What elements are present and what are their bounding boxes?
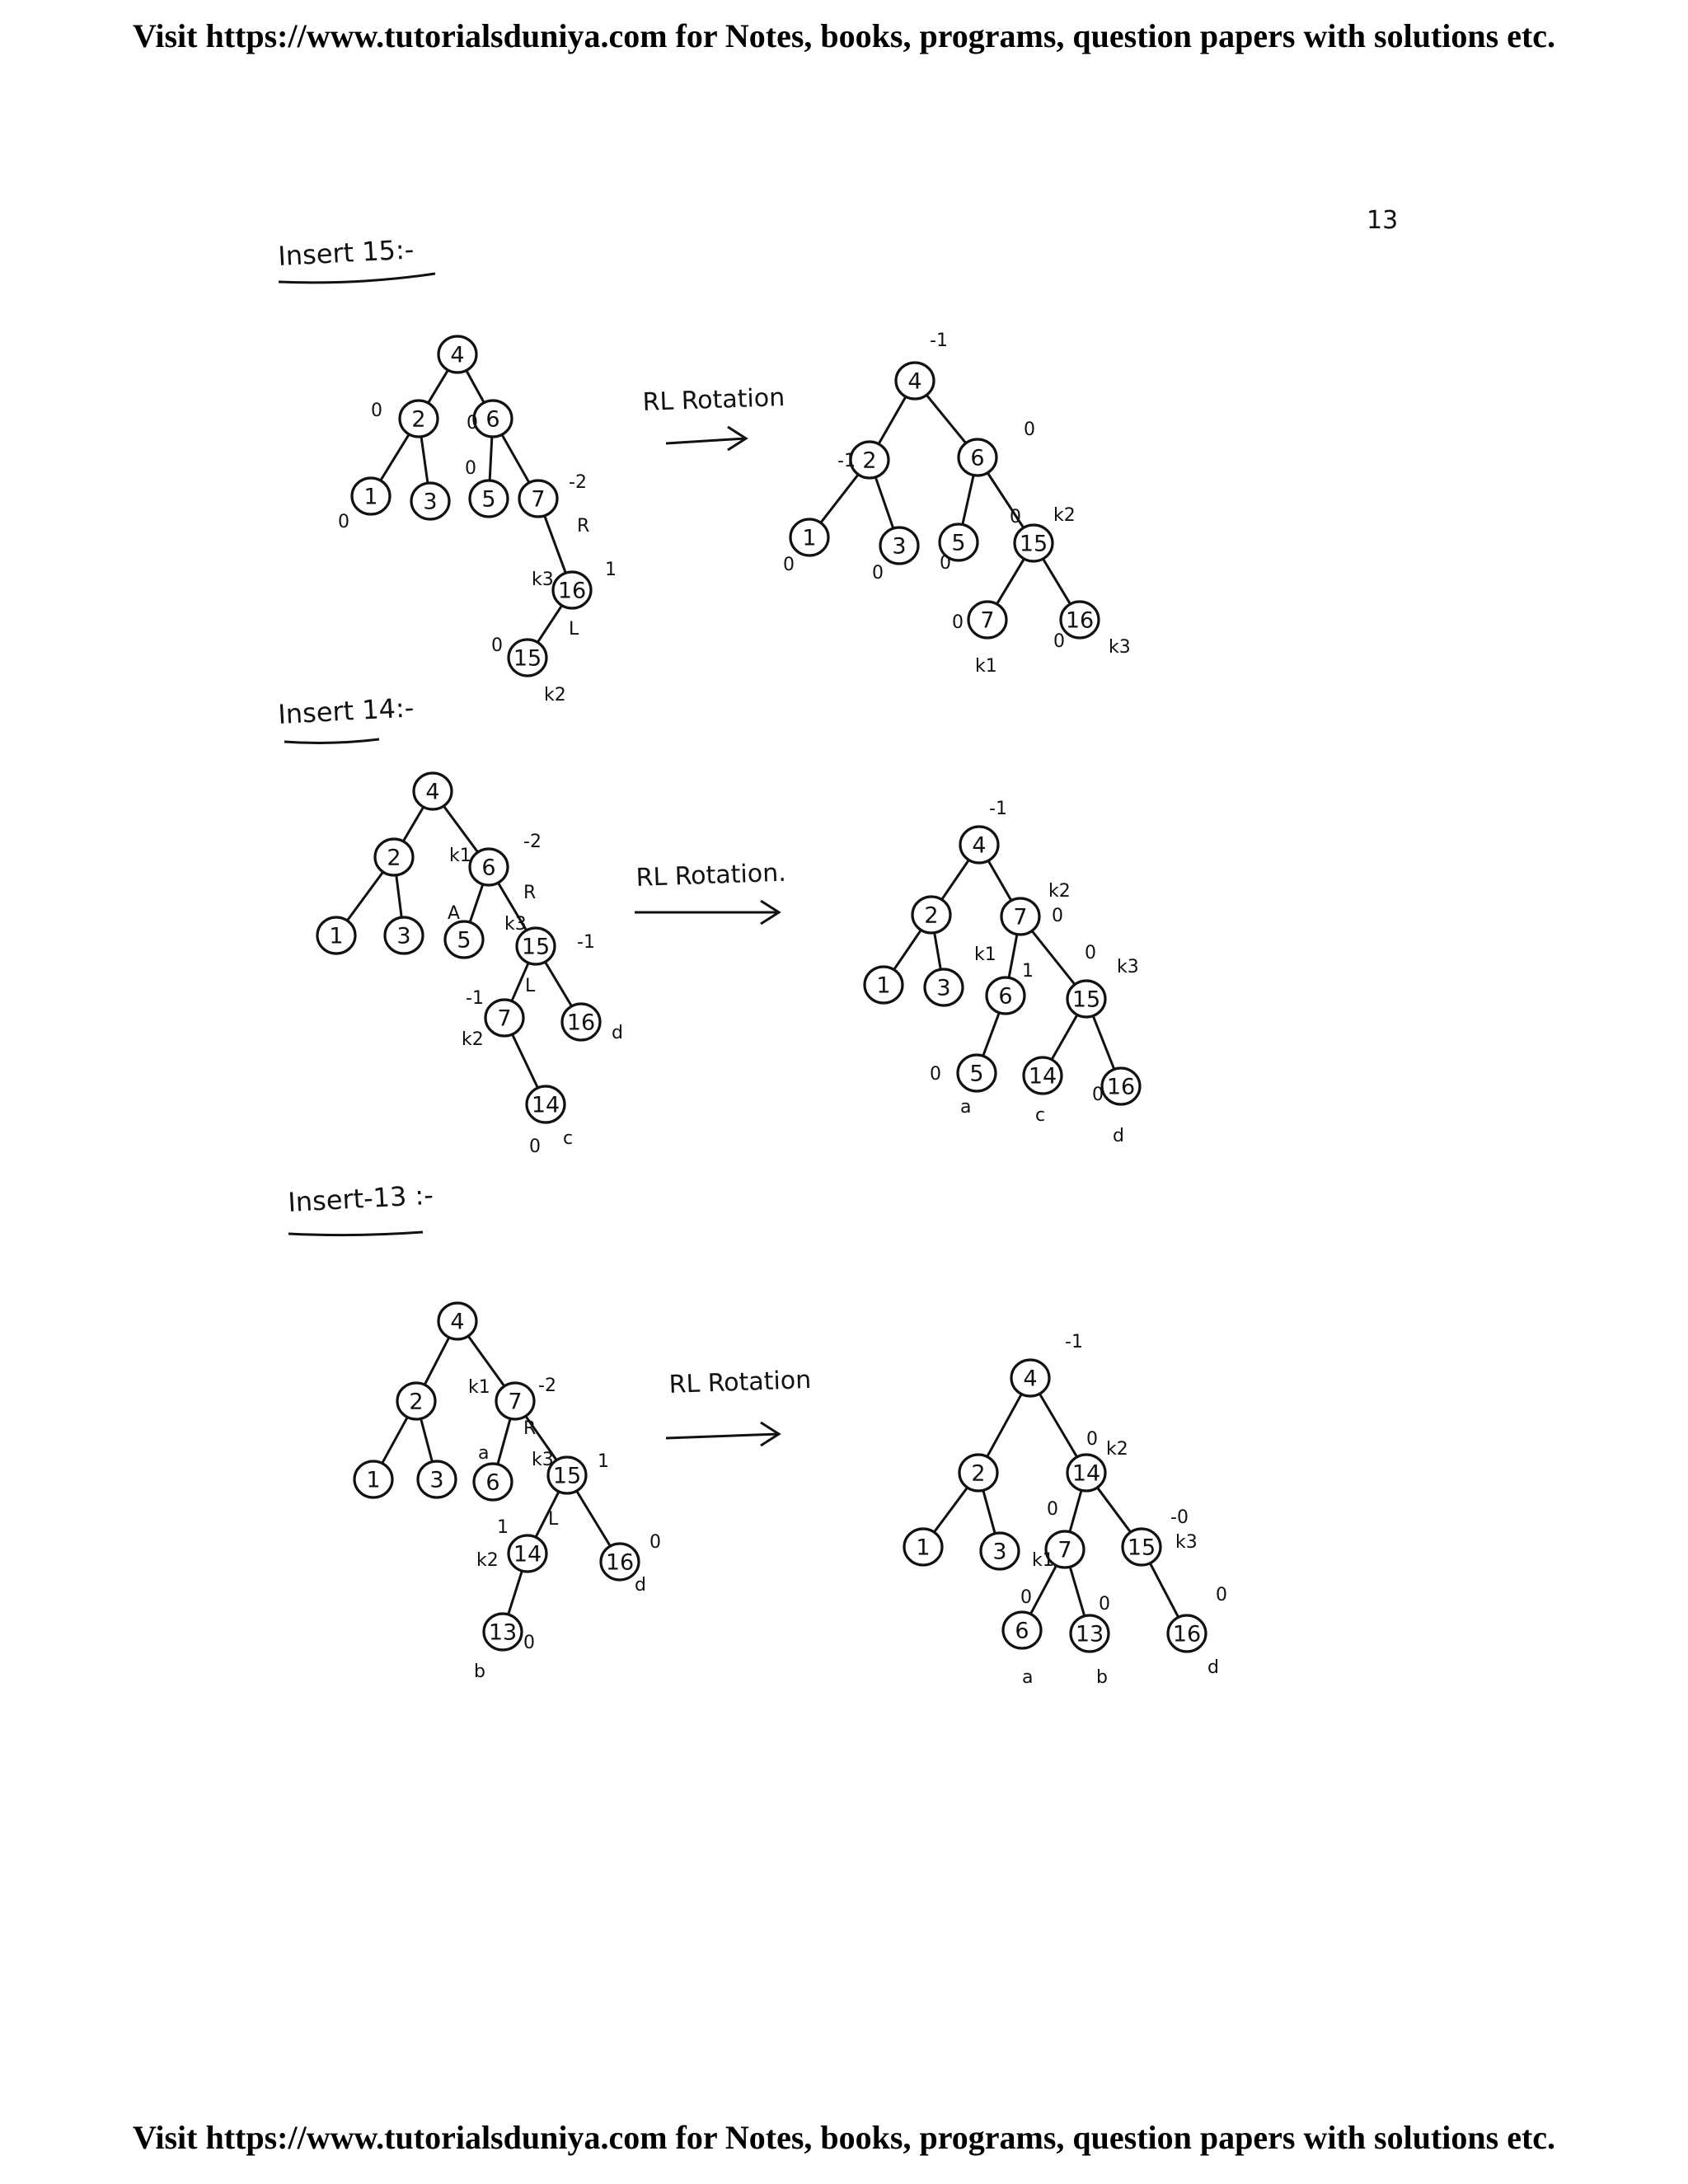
node-annotation: k1 [468, 1377, 490, 1398]
node-key: 5 [481, 486, 496, 513]
tree-edge [963, 476, 973, 523]
node-annotation: 0 [1086, 1429, 1098, 1450]
tree-edge [935, 934, 940, 969]
node-key: 1 [876, 972, 891, 999]
heading-underline [279, 274, 435, 283]
node-key: 1 [802, 525, 817, 551]
node-key: 14 [1071, 1460, 1101, 1487]
node-annotation: 0 [1020, 1587, 1032, 1608]
node-key: 14 [531, 1092, 560, 1118]
tree-edge [513, 1035, 537, 1087]
tree-edge [1043, 560, 1070, 604]
heading-underline [288, 1232, 423, 1235]
node-key: 4 [907, 368, 922, 395]
node-annotation: L [548, 1509, 559, 1530]
node-annotation: 0 [783, 555, 795, 575]
node-annotation: 0 [1099, 1594, 1110, 1615]
tree-node [1001, 898, 1039, 935]
tree-edge [382, 1418, 407, 1463]
tree-node [375, 839, 413, 875]
tree-node [851, 442, 889, 478]
tree-node [438, 1303, 476, 1339]
node-annotation: 1 [1022, 961, 1034, 982]
tree-after [904, 1332, 1227, 1688]
tree-node [411, 483, 449, 519]
node-key: 6 [970, 445, 985, 471]
tree-before [354, 1303, 661, 1682]
tree-node [553, 572, 591, 608]
node-annotation: -1 [930, 330, 948, 351]
node-annotation: a [1022, 1667, 1034, 1688]
rotation-label: RL Rotation [668, 1365, 812, 1399]
tree-edge [421, 1419, 432, 1461]
tree-node [562, 1004, 600, 1040]
tree-node [958, 1055, 996, 1091]
node-annotation: 0 [465, 458, 476, 479]
node-annotation: 0 [1024, 419, 1035, 440]
insert-section-1 [277, 233, 1130, 705]
node-key: 4 [1023, 1366, 1038, 1392]
rotation-label: RL Rotation. [635, 858, 787, 893]
tree-node [904, 1529, 942, 1565]
node-annotation: 0 [930, 1064, 941, 1085]
banner-top: Visit https://www.tutorialsduniya.com for Notes, books, programs, question papers with solutions etc. [132, 17, 1556, 54]
insert-section-2 [277, 691, 1140, 1157]
node-key: 5 [969, 1061, 984, 1087]
tree-node [474, 401, 512, 437]
section-heading: Insert 14:- [277, 691, 415, 730]
tree-edge [1070, 1491, 1081, 1531]
node-annotation: 0 [1092, 1085, 1104, 1105]
node-annotation: d [612, 1023, 623, 1043]
tree-node [1067, 1455, 1105, 1491]
heading-underline [284, 739, 379, 743]
node-annotation: 0 [523, 1633, 535, 1653]
node-annotation: 1 [605, 560, 617, 580]
insert-section-3 [287, 1179, 1227, 1688]
tree-edge [1151, 1563, 1179, 1616]
node-annotation: k1 [1032, 1550, 1054, 1571]
tree-edge [1052, 1015, 1076, 1059]
tree-node [968, 602, 1006, 638]
tree-node [470, 480, 508, 517]
node-annotation: 0 [1052, 906, 1063, 926]
node-annotation: -1 [989, 799, 1007, 819]
node-annotation: b [1096, 1667, 1108, 1688]
node-annotation: k1 [449, 846, 471, 866]
transform-arrow [666, 438, 746, 443]
tree-node [438, 336, 476, 373]
tree-node [485, 1000, 523, 1036]
tree-edge [498, 1419, 510, 1464]
tree-node [1015, 525, 1053, 561]
tree-after [865, 799, 1140, 1146]
transform-arrow [666, 1434, 779, 1438]
node-annotation: -2 [569, 472, 587, 493]
node-annotation: R [523, 1418, 537, 1439]
tree-before [317, 773, 623, 1157]
node-key: 13 [488, 1619, 518, 1646]
node-annotation: a [960, 1097, 972, 1118]
tree-node [1061, 602, 1099, 638]
node-annotation: k2 [544, 685, 566, 705]
tree-edge [821, 475, 858, 523]
rotation-label: RL Rotation [642, 382, 785, 417]
tree-edge [502, 435, 528, 482]
node-annotation: d [635, 1575, 646, 1596]
node-key: 5 [457, 927, 471, 954]
tree-node [960, 827, 998, 863]
node-key: 2 [411, 406, 426, 433]
node-annotation: 0 [1047, 1499, 1058, 1520]
tree-node [1168, 1615, 1206, 1652]
tree-edge [983, 1014, 999, 1056]
node-annotation: 0 [338, 512, 349, 532]
node-key: 2 [387, 845, 401, 871]
node-key: 6 [485, 1469, 500, 1496]
node-key: 7 [531, 486, 546, 513]
tree-node [865, 967, 903, 1003]
tree-edge [987, 1394, 1021, 1456]
node-annotation: k3 [1109, 637, 1131, 658]
node-key: 2 [862, 448, 877, 474]
node-annotation: 0 [1216, 1585, 1227, 1605]
tree-node [959, 439, 996, 476]
tree-node [912, 897, 950, 933]
node-annotation: d [1113, 1126, 1124, 1146]
tree-node [1024, 1057, 1062, 1094]
tree-node [987, 977, 1025, 1014]
tree-node [925, 969, 963, 1005]
node-annotation: 0 [1085, 943, 1096, 963]
node-key: 13 [1075, 1621, 1104, 1647]
node-annotation: -2 [523, 832, 542, 852]
node-annotation: -1 [1065, 1332, 1083, 1352]
node-key: 2 [971, 1460, 986, 1487]
node-key: 14 [513, 1541, 542, 1568]
tree-node [354, 1461, 392, 1497]
tree-edge [942, 860, 968, 899]
tree-node [981, 1533, 1019, 1569]
tree-node [418, 1461, 456, 1497]
node-annotation: k2 [1048, 881, 1071, 902]
tree-node [509, 1535, 546, 1572]
tree-after [783, 330, 1131, 677]
tree-node [1011, 1360, 1049, 1396]
section-heading: Insert-13 :- [287, 1179, 434, 1218]
tree-node [317, 917, 355, 954]
tree-node [385, 917, 423, 954]
tree-edge [546, 963, 571, 1006]
tree-edge [1098, 1488, 1131, 1531]
node-key: 7 [497, 1005, 512, 1032]
node-annotation: 1 [598, 1451, 609, 1472]
tree-edge [894, 930, 921, 969]
node-key: 3 [396, 923, 411, 949]
node-key: 7 [1057, 1537, 1072, 1563]
node-key: 16 [605, 1549, 635, 1576]
node-annotation: L [525, 976, 536, 996]
tree-node [519, 480, 557, 517]
node-key: 1 [329, 923, 344, 949]
tree-edge [509, 1572, 522, 1614]
node-annotation: b [474, 1661, 485, 1682]
page-number: 13 [1367, 206, 1399, 235]
section-heading: Insert 15:- [277, 233, 415, 272]
tree-edge [876, 478, 893, 528]
node-key: 7 [1013, 904, 1028, 930]
node-annotation: 1 [497, 1517, 509, 1538]
node-annotation: k2 [1053, 505, 1076, 526]
node-key: 1 [363, 484, 378, 510]
node-annotation: -1 [466, 988, 484, 1009]
tree-edge [1032, 931, 1074, 984]
tree-edge [425, 1338, 449, 1384]
tree-node [400, 401, 438, 437]
tree-edge [404, 808, 424, 841]
node-annotation: k3 [1175, 1532, 1198, 1553]
banner-bottom: Visit https://www.tutorialsduniya.com for Notes, books, programs, question papers with solutions etc. [132, 2119, 1556, 2156]
node-key: 4 [450, 342, 465, 368]
tree-edge [879, 397, 905, 443]
tree-node [1003, 1612, 1041, 1648]
node-annotation: 0 [529, 1137, 541, 1157]
node-key: 16 [566, 1010, 596, 1036]
node-key: 16 [557, 578, 587, 604]
tree-node [527, 1086, 565, 1122]
tree-edge [1040, 1394, 1077, 1456]
node-key: 16 [1172, 1621, 1202, 1647]
node-annotation: 0 [872, 563, 884, 583]
node-annotation: A [448, 903, 461, 924]
tree-node [1071, 1615, 1109, 1652]
tree-edge [396, 876, 401, 916]
tree-edge [927, 396, 966, 443]
node-key: 3 [936, 975, 951, 1001]
tree-node [414, 773, 452, 809]
tree-edge [577, 1492, 610, 1546]
node-annotation: k1 [975, 656, 997, 677]
tree-node [352, 478, 390, 514]
tree-edge [997, 560, 1024, 604]
node-key: 6 [481, 855, 496, 881]
node-annotation: L [569, 619, 579, 640]
tree-before [338, 336, 617, 705]
tree-edge [983, 1491, 995, 1533]
node-key: 6 [485, 406, 500, 433]
node-key: 15 [513, 645, 542, 672]
tree-node [397, 1383, 435, 1419]
node-annotation: R [577, 516, 590, 537]
tree-edge [1009, 935, 1017, 977]
node-key: 15 [1071, 987, 1101, 1013]
node-key: 3 [892, 533, 907, 560]
node-key: 4 [450, 1309, 465, 1335]
node-annotation: 0 [371, 401, 382, 421]
node-annotation: 0 [952, 612, 964, 633]
node-key: 2 [924, 902, 939, 929]
node-annotation: 0 [1010, 507, 1021, 527]
tree-node [496, 1383, 534, 1419]
tree-edge [470, 885, 482, 921]
tree-node [484, 1614, 522, 1650]
node-annotation: 0 [940, 553, 951, 574]
node-annotation: k2 [462, 1029, 484, 1050]
node-annotation: 0 [1053, 631, 1065, 652]
tree-edge [490, 438, 492, 480]
node-key: 2 [409, 1389, 424, 1415]
tree-node [959, 1455, 997, 1491]
node-key: 7 [980, 607, 995, 634]
tree-edge [467, 371, 484, 402]
node-annotation: -0 [1170, 1507, 1189, 1528]
tree-edge [1070, 1568, 1084, 1615]
node-annotation: k3 [532, 1450, 554, 1470]
tree-node [1102, 1068, 1140, 1104]
node-annotation: k3 [532, 569, 554, 590]
tree-edge [348, 873, 383, 921]
node-key: 15 [1019, 531, 1048, 557]
node-key: 4 [972, 832, 987, 859]
tree-node [1123, 1529, 1160, 1565]
tree-edge [935, 1488, 968, 1531]
node-key: 16 [1065, 607, 1095, 634]
tree-node [896, 363, 934, 399]
node-key: 1 [366, 1467, 381, 1493]
tree-node [509, 640, 546, 676]
node-key: 6 [1015, 1618, 1029, 1644]
tree-node [470, 849, 508, 885]
tree-edge [381, 435, 409, 480]
node-key: 3 [429, 1467, 444, 1493]
node-annotation: k3 [504, 914, 527, 935]
tree-node [880, 527, 918, 564]
node-annotation: k2 [476, 1550, 499, 1571]
node-annotation: a [478, 1443, 490, 1464]
node-key: 16 [1106, 1074, 1136, 1100]
node-annotation: 0 [491, 635, 503, 656]
node-key: 5 [951, 530, 966, 556]
node-annotation: k3 [1117, 957, 1139, 977]
node-annotation: d [1207, 1657, 1219, 1678]
node-annotation: R [523, 883, 537, 903]
tree-node [601, 1544, 639, 1580]
node-key: 15 [1127, 1535, 1156, 1561]
tree-edge [429, 371, 448, 403]
node-annotation: k2 [1106, 1439, 1128, 1460]
node-key: 4 [425, 779, 440, 805]
node-key: 15 [552, 1463, 582, 1489]
tree-node [548, 1457, 586, 1493]
node-annotation: k1 [974, 944, 996, 965]
node-key: 3 [992, 1539, 1007, 1565]
node-annotation: 0 [649, 1532, 661, 1553]
node-annotation: 0 [467, 413, 478, 434]
tree-node [445, 921, 483, 958]
tree-edge [988, 861, 1010, 900]
tree-node [790, 519, 828, 555]
tree-edge [421, 438, 428, 482]
node-key: 3 [423, 489, 438, 515]
node-annotation: -1 [837, 451, 856, 471]
node-key: 15 [521, 934, 551, 960]
tree-edge [545, 517, 565, 573]
node-annotation: c [1035, 1105, 1046, 1126]
node-key: 1 [916, 1535, 931, 1561]
node-key: 7 [508, 1389, 523, 1415]
tree-node [1067, 981, 1105, 1017]
node-annotation: -2 [538, 1376, 556, 1396]
node-annotation: -1 [577, 932, 595, 953]
tree-edge [538, 606, 562, 642]
tree-edge [1093, 1016, 1114, 1068]
node-key: 14 [1028, 1063, 1057, 1090]
tree-node [474, 1464, 512, 1500]
tree-edge [1031, 1566, 1056, 1613]
node-key: 6 [998, 983, 1013, 1010]
node-annotation: c [563, 1128, 574, 1149]
